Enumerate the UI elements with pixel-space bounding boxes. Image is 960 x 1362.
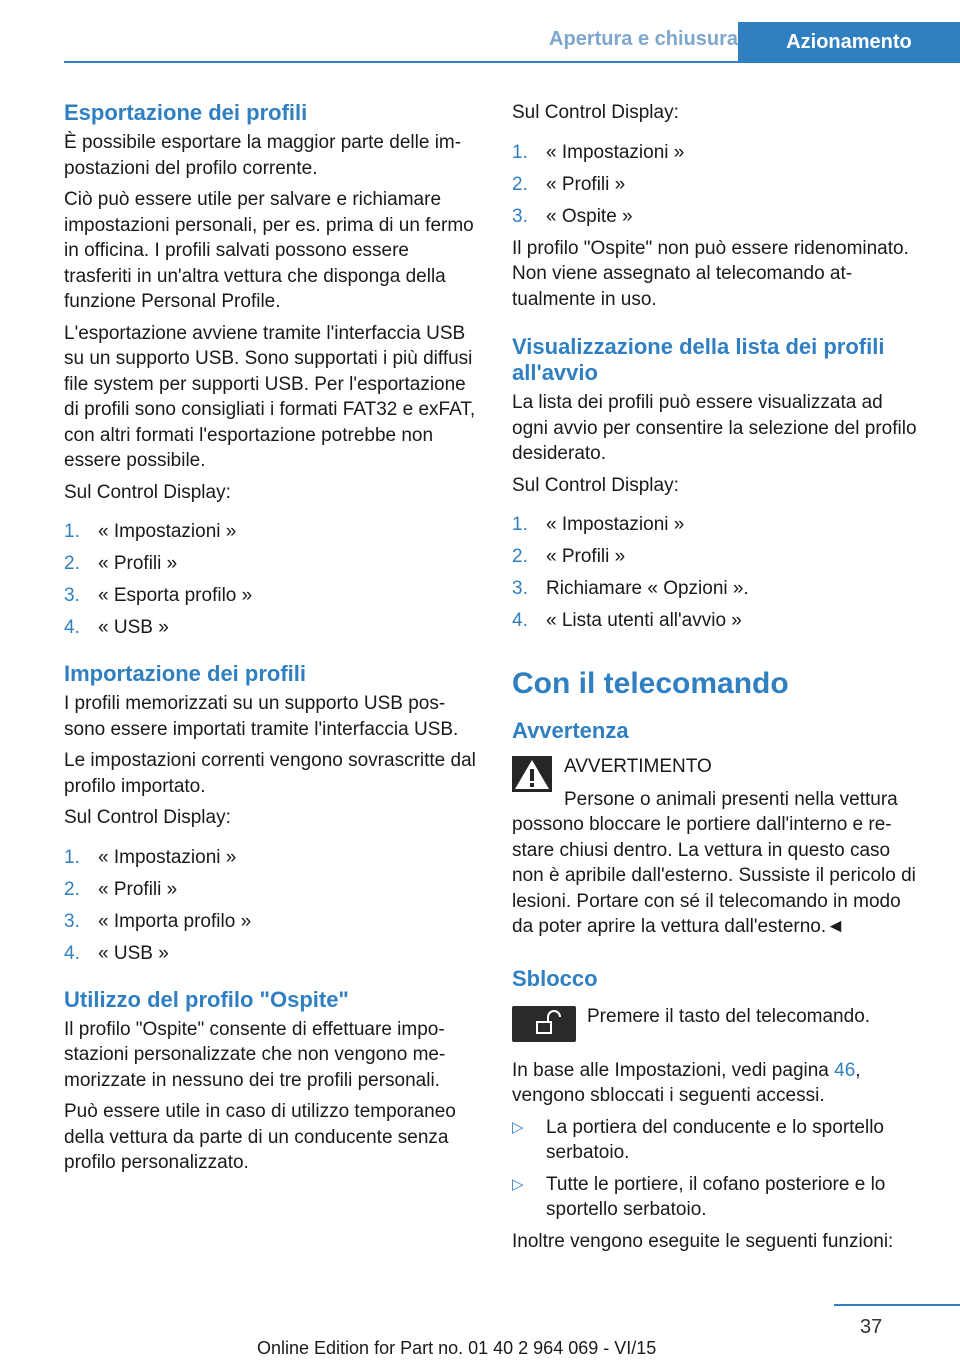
guest-steps xyxy=(512,140,920,230)
list-item: 1. « Impostazioni » xyxy=(512,141,685,163)
guest-rename-note: Il profilo "Ospite" non può essere ridenominato. Non viene assegnato al telecomando attualmente in uso. xyxy=(512,237,909,310)
unlock-button-icon xyxy=(512,1006,576,1042)
list-item: 4. « Lista utenti all'avvio » xyxy=(512,610,742,631)
page-link[interactable]: 46 xyxy=(834,1059,856,1081)
list-item: 3. « Esporta profilo » xyxy=(64,585,253,606)
list-item: 3. « Importa profilo » xyxy=(64,910,252,932)
guest-intro: Sul Control Display: xyxy=(512,102,679,123)
list-item: ▷ La portiera del conducente e lo sportello serbatoio. xyxy=(512,1115,920,1166)
warning-heading: Avvertenza xyxy=(512,718,629,743)
list-item: 1. « Impostazioni » xyxy=(64,521,237,542)
export-intro: Sul Control Display: xyxy=(64,481,231,503)
closing-text: Inoltre vengono eseguite le seguenti funzioni: xyxy=(512,1230,894,1252)
list-item: 1. « Impostazioni » xyxy=(64,846,237,868)
startup-steps xyxy=(512,512,920,634)
settings-paragraph: In base alle Impostazioni, vedi pagina 46, vengono sbloccati i seguenti accessi. xyxy=(512,1059,861,1106)
list-item: 1. « Impostazioni » xyxy=(512,514,685,535)
unlock-bullets xyxy=(512,1115,920,1223)
startup-heading: Visualizzazione della lista dei profili all'avvio xyxy=(512,334,885,385)
list-item: 2. « Profili » xyxy=(512,546,626,567)
list-item: 4. « USB » xyxy=(64,617,169,638)
export-paragraph-2: Ciò può essere utile per salvare e richiamare impostazioni personali, per es. prima di un fermo in officina. I profili salvati possono essere trasferiti in un'altra vettura che disponga della funzione Personal Profile. xyxy=(64,189,474,312)
list-item: 2. « Profili » xyxy=(512,173,626,195)
export-paragraph-1: È possibile esportare la maggior parte delle impostazioni del profilo corrente. xyxy=(64,132,462,179)
list-item: 2. « Profili » xyxy=(64,553,178,574)
right-column xyxy=(512,100,920,1254)
left-column xyxy=(64,100,478,1176)
unlock-text: Premere il tasto del telecomando. xyxy=(587,1005,871,1027)
unlock-heading: Sblocco xyxy=(512,965,598,991)
triangle-bullet-icon: ▷ xyxy=(512,1118,524,1136)
guest-paragraph-2: Può essere utile in caso di utilizzo temporaneo della vettura da parte di un conducente senza profilo personalizzato. xyxy=(64,1101,456,1173)
list-item: 3. Richiamare « Opzioni ». xyxy=(512,578,749,599)
import-heading: Importazione dei profili xyxy=(64,661,307,686)
guest-paragraph-1: Il profilo "Ospite" consente di effettuare impostazioni personalizzate che non vengono memorizzate in nessuno dei tre profili personali. xyxy=(64,1018,446,1091)
import-intro: Sul Control Display: xyxy=(64,807,231,828)
startup-paragraph: La lista dei profili può essere visualizzata ad ogni avvio per consentire la selezione del profilo desiderato. xyxy=(512,392,917,464)
export-paragraph-3: L'esportazione avviene tramite l'interfaccia USB su un supporto USB. Sono supportati i più diffusi file system per supporti USB. Per l'esportazione di profili sono consigliati i formati FAT32 e exFAT, con altri formati l'esportazione potrebbe non essere possibile. xyxy=(64,322,476,471)
startup-intro: Sul Control Display: xyxy=(512,474,679,496)
unlock-block xyxy=(512,1004,920,1044)
list-item: 2. « Profili » xyxy=(64,878,178,900)
export-heading: Esportazione dei profili xyxy=(64,100,308,125)
chapter-tab[interactable]: Azionamento xyxy=(738,22,960,63)
import-paragraph-2: Le impostazioni correnti vengono sovrascritte dal profilo importato. xyxy=(64,750,476,797)
triangle-bullet-icon: ▷ xyxy=(512,1175,524,1193)
warning-block xyxy=(512,754,920,940)
list-item: ▷ Tutte le portiere, il cofano posteriore e lo sportello serbatoio. xyxy=(512,1172,920,1223)
import-steps xyxy=(64,845,478,967)
warning-triangle-icon xyxy=(512,756,552,792)
page-header xyxy=(64,22,960,62)
section-tab[interactable]: Apertura e chiusura xyxy=(549,28,738,50)
import-paragraph-1: I profili memorizzati su un supporto USB possono essere importati tramite l'interfaccia USB. xyxy=(64,693,459,740)
footer-rule xyxy=(834,1304,960,1306)
page-number: 37 xyxy=(860,1316,883,1338)
warning-text: Persone o animali presenti nella vettura possono bloccare le portiere dall'interno e restare chiusi dentro. La vettura in questo caso non è apribile dall'esterno. Sussiste il pericolo di lesioni. Portare con sé il telecomando in modo da poter aprire la vettura dall'esterno.◄ xyxy=(512,788,916,937)
edition-note: Online Edition for Part no. 01 40 2 964 069 - VI/15 xyxy=(257,1338,657,1358)
list-item: 4. « USB » xyxy=(64,942,169,964)
header-rule xyxy=(64,61,960,63)
warning-label: AVVERTIMENTO xyxy=(564,756,712,777)
export-steps xyxy=(64,519,478,641)
remote-title: Con il telecomando xyxy=(512,667,789,700)
guest-heading: Utilizzo del profilo "Ospite" xyxy=(64,986,349,1012)
list-item: 3. « Ospite » xyxy=(512,205,633,227)
